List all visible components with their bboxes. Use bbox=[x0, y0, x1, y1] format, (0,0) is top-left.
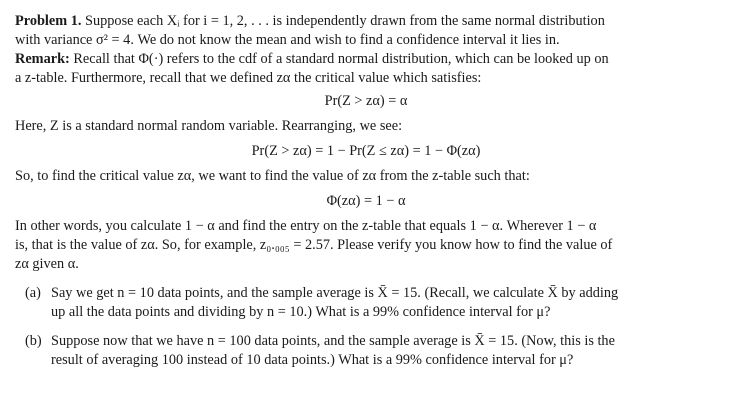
problem-document bbox=[15, 12, 717, 380]
equation-cdf: Φ(zα) = 1 − α bbox=[326, 193, 406, 209]
question-parts bbox=[25, 284, 687, 370]
example-line1: In other words, you calculate 1 − α and find the entry on the z-table that equals 1 − α. Wherever 1 − α bbox=[15, 218, 597, 234]
part-b-line1: Suppose now that we have n = 100 data points, and the sample average is X̄ = 15. (Now, this is the bbox=[51, 333, 615, 349]
part-a-label: (a) bbox=[25, 285, 41, 301]
paragraph-rearranging: Here, Z is a standard normal random variable. Rearranging, we see: bbox=[15, 118, 403, 134]
equation-critical-value: Pr(Z > zα) = α bbox=[324, 93, 408, 109]
equation-rearranged: Pr(Z > zα) = 1 − Pr(Z ≤ zα) = 1 − Φ(zα) bbox=[251, 143, 481, 159]
problem-intro-line1: Suppose each Xᵢ for i = 1, 2, . . . is independently drawn from the same normal distribution bbox=[85, 13, 605, 29]
example-line2: is, that is the value of zα. So, for example, z₀.₀₀₅ = 2.57. Please verify you know how to find the value of bbox=[15, 237, 613, 253]
remark-line2: a z-table. Furthermore, recall that we defined zα the critical value which satisfies: bbox=[15, 70, 482, 86]
part-a-line1: Say we get n = 10 data points, and the sample average is X̄ = 15. (Recall, we calculate X̄ by adding bbox=[51, 285, 619, 301]
problem-intro-line2: with variance σ² = 4. We do not know the mean and wish to find a confidence interval it lies in. bbox=[15, 32, 560, 48]
remark-label: Remark: bbox=[15, 51, 70, 67]
remark-line1: Recall that Φ(·) refers to the cdf of a standard normal distribution, which can be looked up on bbox=[73, 51, 609, 67]
problem-label: Problem 1. bbox=[15, 13, 82, 29]
part-b-line2: result of averaging 100 instead of 10 data points.) What is a 99% confidence interval for μ? bbox=[51, 352, 574, 368]
paragraph-example bbox=[15, 217, 717, 274]
part-b-text bbox=[51, 332, 687, 370]
example-line3: zα given α. bbox=[15, 256, 79, 272]
part-a-line2: up all the data points and dividing by n = 10.) What is a 99% confidence interval for μ? bbox=[51, 304, 551, 320]
remark-paragraph bbox=[15, 50, 717, 88]
question-part-a bbox=[25, 284, 687, 322]
paragraph-find-critical: So, to find the critical value zα, we want to find the value of zα from the z-table such that: bbox=[15, 168, 530, 184]
part-a-text bbox=[51, 284, 687, 322]
question-part-b bbox=[25, 332, 687, 370]
part-b-label: (b) bbox=[25, 333, 42, 349]
problem-statement bbox=[15, 12, 717, 50]
